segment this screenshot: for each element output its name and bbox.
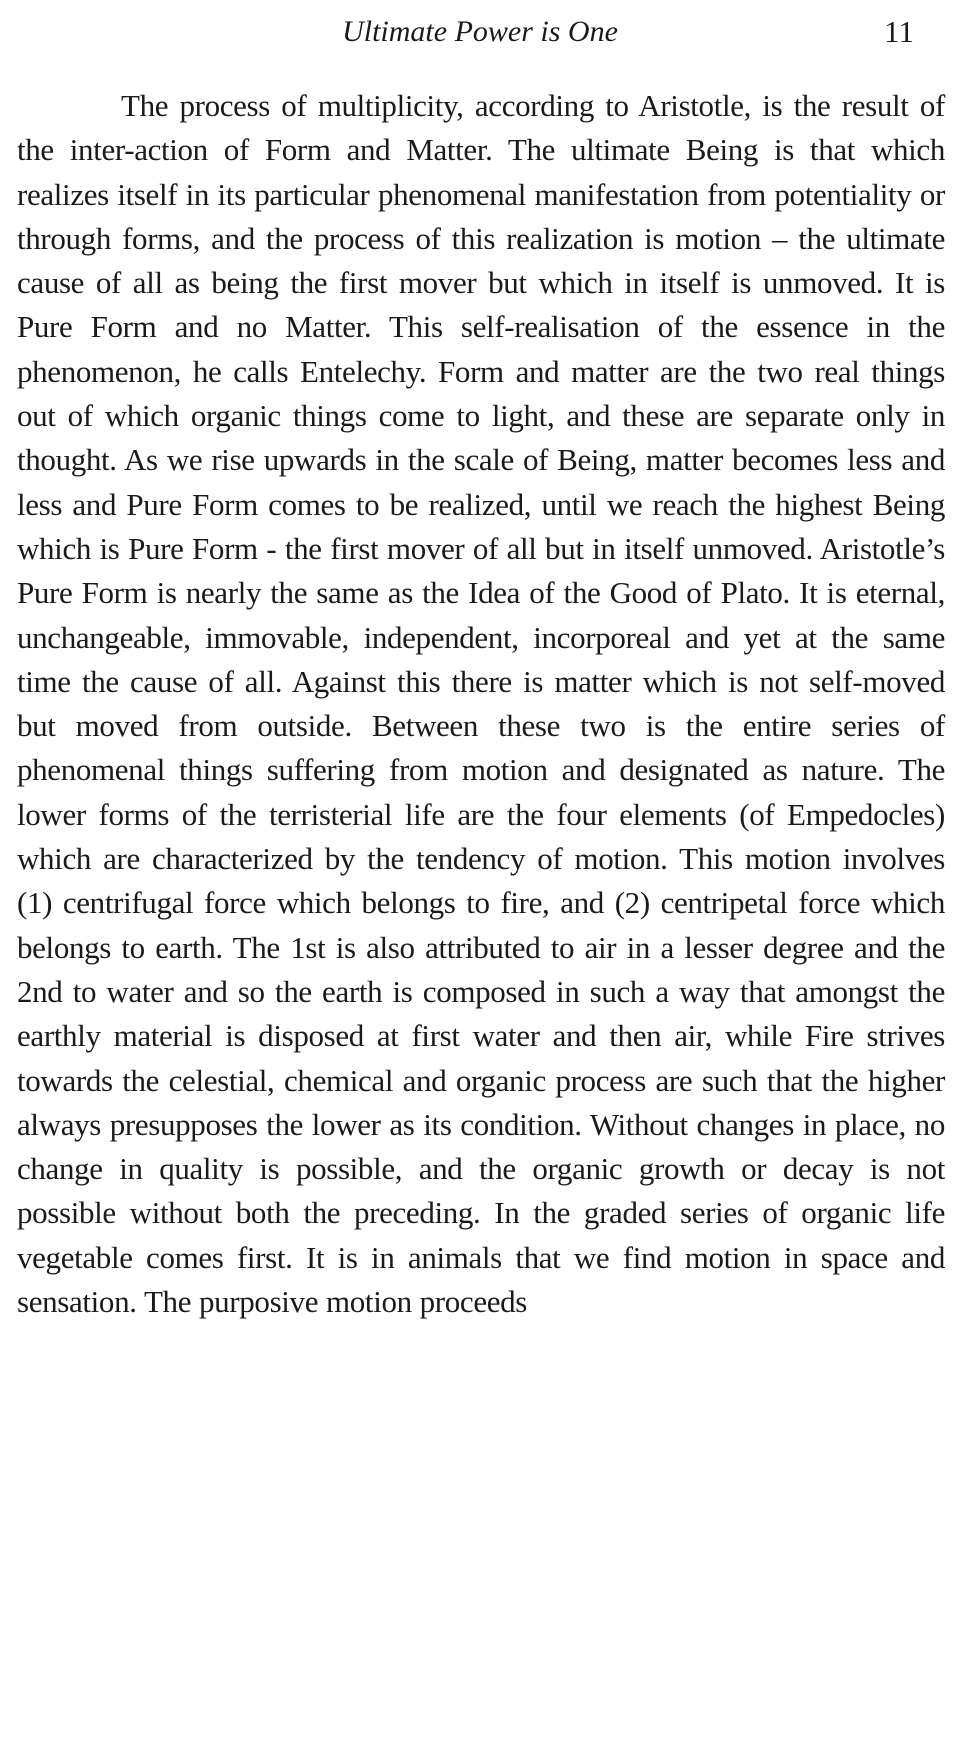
body-paragraph: The process of multiplicity, according to Aristotle, is the result of the inter-action of Form and Matter. The ultimate Being is that which realizes itself in its particular phenomenal manifestation from potentiality or through forms, and the process of this realization is motion – the ultimate cause of all as being the first mover but which in itself is unmoved. It is Pure Form and no Matter. This self-realisation of the essence in the phenomenon, he calls Entelechy. Form and matter are the two real things out of which organic things come to light, and these are separate only in thought. As we rise upwards in the scale of Being, matter becomes less and less and Pure Form comes to be realized, until we reach the highest Being which is Pure Form - the first mover of all but in itself unmoved. Aristotle’s Pure Form is nearly the same as the Idea of the Good of Plato. It is eternal, unchangeable, immovable, independent, incorporeal and yet at the same time the cause of all. Against this there is matter which is not self-moved but moved from outside. Between these two is the entire series of phenomenal things suffering from motion and designated as nature. The lower forms of the terristerial life are the four elements (of Empedocles) which are characterized by the tendency of motion. This motion involves (1) centrifugal force which belongs to fire, and (2) centripetal force which belongs to earth. The 1st is also attributed to air in a lesser degree and the 2nd to water and so the earth is composed in such a way that amongst the earthly material is disposed at first water and then air, while Fire strives towards the celestial, chemical and organic process are such that the higher always presupposes the lower as its condition. Without changes in place, no change in quality is possible, and the organic growth or decay is not possible without both the preceding. In the graded series of organic life vegetable comes first. It is in animals that we find motion in space and sensation. The purposive motion proceeds bbox=[17, 88, 945, 1320]
page-number: 11 bbox=[884, 14, 914, 49]
running-title: Ultimate Power is One bbox=[342, 15, 618, 48]
running-head bbox=[0, 10, 960, 54]
